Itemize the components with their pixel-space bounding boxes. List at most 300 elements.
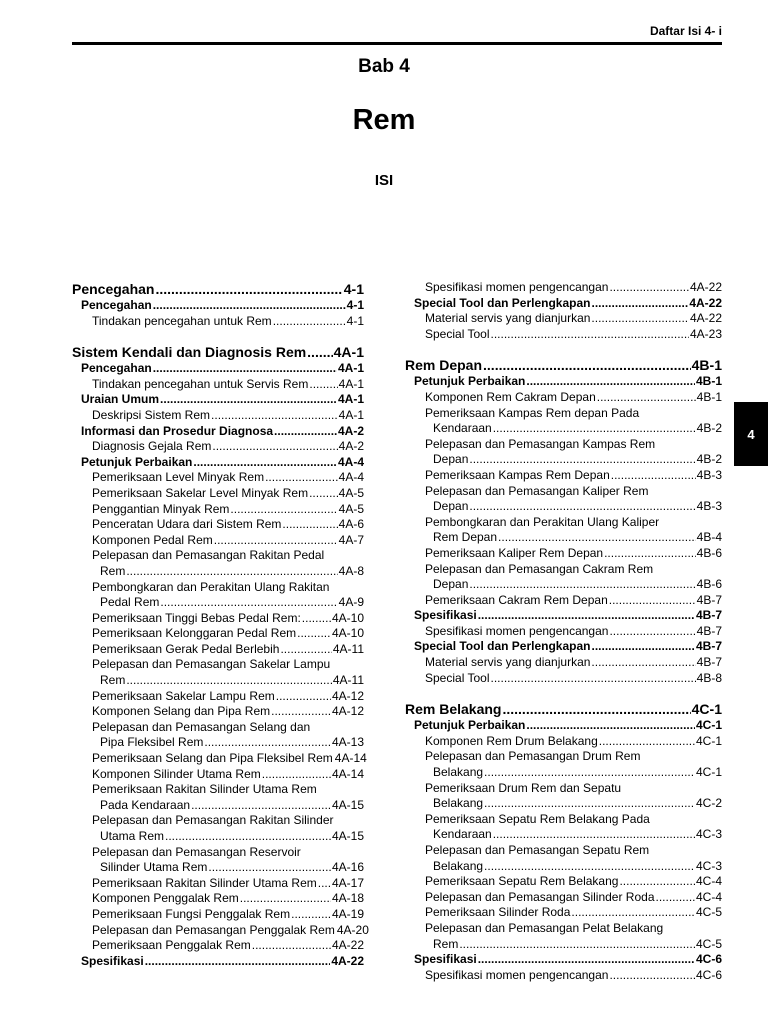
toc-page-number: 4B-7: [696, 655, 722, 670]
toc-entry[interactable]: [405, 827, 722, 843]
toc-entry-title: Rem Depan: [433, 530, 498, 545]
toc-page-number: 4B-6: [696, 577, 722, 592]
toc-entry-line: Pembongkaran dan Perakitan Ulang Kaliper: [425, 514, 660, 529]
toc-entry-title: Komponen Rem Drum Belakang: [425, 733, 598, 748]
toc-entry[interactable]: [405, 311, 722, 327]
toc-entry-title: Pemeriksaan Selang dan Pipa Fleksibel Rem: [92, 751, 333, 766]
leader-dots: [276, 689, 331, 705]
toc-entry-title: Tindakan pencegahan untuk Servis Rem: [92, 376, 309, 391]
leader-dots: [265, 470, 338, 486]
toc-page-number: 4A-6: [338, 517, 364, 532]
toc-page-number: 4C-1: [691, 701, 722, 718]
toc-entry[interactable]: [72, 517, 364, 533]
toc-entry[interactable]: [72, 377, 364, 393]
toc-page-number: 4-1: [346, 298, 364, 312]
toc-page-number: 4A-11: [332, 673, 364, 688]
toc-section-entry[interactable]: [405, 296, 722, 312]
leader-dots: [252, 938, 331, 954]
chapter-label: Bab 4: [358, 56, 410, 77]
leader-dots: [280, 642, 331, 658]
toc-page-number: 4B-4: [696, 530, 722, 545]
toc-page-number: 4A-22: [689, 295, 722, 310]
toc-entry-title: Komponen Pedal Rem: [92, 532, 213, 547]
toc-entry[interactable]: [72, 533, 364, 549]
toc-entry-title: Belakang: [433, 765, 484, 780]
toc-entry-title: Petunjuk Perbaikan: [414, 374, 526, 389]
toc-entry[interactable]: [405, 937, 722, 953]
header-rule: [72, 42, 722, 45]
toc-entry-title: Depan: [433, 577, 469, 592]
toc-entry-line: Pelepasan dan Pemasangan Reservoir: [92, 844, 301, 859]
toc-entry-line: Pemeriksaan Rakitan Silinder Utama Rem: [92, 782, 317, 797]
toc-entry-title: Pemeriksaan Sakelar Level Minyak Rem: [92, 485, 309, 500]
toc-left-column: [72, 280, 369, 969]
toc-entry-line: Pemeriksaan Drum Rem dan Sepatu: [425, 780, 622, 795]
toc-page-number: 4B-6: [696, 545, 722, 560]
toc-entry-title: Rem Depan: [405, 357, 483, 374]
leader-dots: [469, 577, 695, 593]
leader-dots: [498, 530, 696, 546]
leader-dots: [126, 673, 332, 689]
toc-page-number: 4A-4: [337, 454, 364, 469]
toc-section-entry[interactable]: [405, 608, 722, 624]
toc-page-number: 4-1: [343, 281, 364, 297]
running-header: Daftar Isi 4- i: [649, 24, 722, 38]
toc-page-number: 4A-22: [689, 311, 722, 326]
toc-entry[interactable]: [72, 922, 369, 939]
toc-entry[interactable]: [405, 530, 722, 546]
toc-spacer: [72, 329, 364, 343]
toc-entry[interactable]: [72, 470, 364, 486]
toc-page-number: 4C-5: [695, 905, 722, 920]
toc-entry-title: Rem: [100, 563, 126, 578]
leader-dots: [273, 314, 346, 330]
toc-page-number: 4A-1: [338, 376, 364, 391]
toc-entry[interactable]: [72, 767, 364, 783]
toc-entry-title: Pemeriksaan Penggalak Rem: [92, 938, 251, 953]
toc-page-number: 4C-4: [695, 889, 722, 904]
toc-page-number: 4A-9: [338, 595, 364, 610]
toc-page-number: 4A-13: [331, 735, 364, 750]
toc-entry[interactable]: [72, 860, 364, 876]
toc-entry[interactable]: [405, 796, 722, 812]
leader-dots: [191, 798, 331, 814]
toc-entry[interactable]: [405, 671, 722, 687]
leader-dots: [126, 564, 337, 580]
toc-entry-title: Sistem Kendali dan Diagnosis Rem: [72, 344, 307, 361]
toc-page-number: 4A-12: [331, 688, 364, 703]
toc-entry[interactable]: [72, 907, 364, 923]
toc-page-number: 4C-1: [695, 733, 722, 748]
toc-entry-title: Kendaraan: [433, 421, 492, 436]
toc-entry[interactable]: [405, 765, 722, 781]
leader-dots: [526, 718, 695, 734]
toc-page-number: 4A-18: [331, 891, 364, 906]
toc-page-number: 4C-3: [695, 858, 722, 873]
toc-entry-title: Pelepasan dan Pemasangan Silinder Roda: [425, 889, 655, 904]
leader-dots: [309, 486, 338, 502]
toc-entry-title: Utama Rem: [100, 829, 165, 843]
toc-page-number: 4A-2: [337, 423, 364, 438]
toc-page-number: 4-1: [346, 313, 364, 328]
toc-entry-line: Pelepasan dan Pemasangan Drum Rem: [425, 749, 641, 764]
toc-entry-line: Pembongkaran dan Perakitan Ulang Rakitan: [92, 579, 330, 594]
toc-page-number: 4A-15: [331, 829, 364, 843]
toc-page-number: 4A-1: [337, 392, 364, 407]
toc-entry[interactable]: [405, 905, 722, 921]
leader-dots: [484, 859, 695, 875]
toc-entry[interactable]: [72, 891, 364, 907]
leader-dots: [656, 890, 695, 906]
toc-chapter-entry[interactable]: [405, 700, 722, 718]
toc-entry[interactable]: [405, 280, 722, 296]
toc-page-number: 4A-1: [333, 344, 364, 361]
toc-entry[interactable]: [405, 546, 722, 562]
toc-entry[interactable]: [72, 611, 364, 627]
leader-dots: [160, 392, 337, 408]
leader-dots: [469, 499, 695, 515]
toc-entry-line: Pemeriksaan Sepatu Rem Belakang Pada: [425, 811, 650, 826]
leader-dots: [271, 704, 331, 720]
toc-chapter-entry[interactable]: [405, 356, 722, 374]
leader-dots: [599, 734, 695, 750]
toc-section-entry[interactable]: [72, 298, 364, 314]
leader-dots: [459, 937, 695, 953]
toc-entry-title: Silinder Utama Rem: [100, 860, 208, 875]
toc-entry-title: Tindakan pencegahan untuk Rem: [92, 313, 272, 328]
leader-dots: [145, 954, 331, 970]
toc-page-number: 4C-6: [695, 952, 722, 967]
leader-dots: [469, 452, 695, 468]
toc-entry[interactable]: [405, 390, 722, 406]
toc-page-number: 4C-6: [695, 967, 722, 982]
toc-page-number: 4B-3: [696, 499, 722, 514]
leader-dots: [483, 356, 691, 374]
toc-page-number: 4A-1: [338, 407, 364, 422]
toc-entry-title: Pipa Fleksibel Rem: [100, 735, 204, 750]
toc-entry-line: Pelepasan dan Pemasangan Rakitan Silinder: [92, 813, 334, 828]
toc-entry[interactable]: [405, 624, 722, 640]
leader-dots: [153, 298, 346, 314]
leader-dots: [491, 327, 689, 343]
leader-dots: [297, 626, 331, 642]
toc-entry[interactable]: [72, 502, 364, 518]
toc-entry-title: Komponen Silinder Utama Rem: [92, 766, 261, 781]
toc-entry-title: Pemeriksaan Sepatu Rem Belakang: [425, 874, 619, 889]
toc-entry-title: Spesifikasi momen pengencangan: [425, 623, 609, 638]
toc-entry-title: Informasi dan Prosedur Diagnosa: [81, 423, 274, 438]
leader-dots: [211, 408, 338, 424]
leader-dots: [193, 455, 337, 471]
toc-page-number: 4B-7: [696, 623, 722, 638]
toc-page-number: 4B-2: [696, 452, 722, 467]
toc-page-number: 4A-4: [338, 470, 364, 485]
toc-section-entry[interactable]: [405, 718, 722, 734]
leader-dots: [493, 421, 696, 437]
toc-entry-line: Pelepasan dan Pemasangan Kaliper Rem: [425, 483, 649, 498]
toc-entry[interactable]: [72, 798, 364, 814]
toc-entry-title: Spesifikasi: [414, 608, 477, 623]
toc-right-column: [405, 280, 722, 983]
toc-page-number: 4A-23: [689, 326, 722, 341]
toc-entry-title: Pemeriksaan Silinder Roda: [425, 905, 571, 920]
toc-section-entry[interactable]: [72, 954, 364, 970]
toc-entry-title: Depan: [433, 452, 469, 467]
toc-section-entry[interactable]: [405, 639, 722, 655]
leader-dots: [307, 343, 332, 361]
toc-entry[interactable]: [72, 735, 364, 751]
leader-dots: [493, 827, 695, 843]
toc-page-number: 4A-14: [331, 766, 364, 781]
toc-entry-title: Pemeriksaan Cakram Rem Depan: [425, 592, 608, 607]
leader-dots: [204, 735, 331, 751]
leader-dots: [484, 765, 695, 781]
toc-entry-line: Pelepasan dan Pemasangan Selang dan: [92, 719, 311, 734]
toc-entry[interactable]: [405, 327, 722, 343]
toc-entry[interactable]: [72, 314, 364, 330]
toc-entry-title: Pemeriksaan Kampas Rem Depan: [425, 467, 610, 482]
toc-entry-title: Rem: [433, 936, 459, 951]
leader-dots: [165, 829, 331, 845]
toc-entry-line: Pemeriksaan Kampas Rem depan Pada: [425, 405, 640, 420]
toc-entry-title: Belakang: [433, 796, 484, 811]
toc-page-number: 4B-1: [696, 389, 722, 404]
toc-section-entry[interactable]: [72, 392, 364, 408]
leader-dots: [609, 624, 695, 640]
toc-entry[interactable]: [405, 593, 722, 609]
toc-page-number: 4A-10: [331, 610, 364, 625]
toc-entry[interactable]: [405, 890, 722, 906]
toc-entry-title: Deskripsi Sistem Rem: [92, 407, 211, 422]
leader-dots: [619, 874, 695, 890]
toc-page-number: 4A-1: [337, 361, 364, 376]
toc-entry-title: Spesifikasi: [81, 953, 144, 968]
toc-entry-title: Depan: [433, 499, 469, 514]
toc-entry[interactable]: [405, 577, 722, 593]
toc-entry[interactable]: [72, 595, 364, 611]
toc-entry[interactable]: [72, 938, 364, 954]
toc-entry[interactable]: [405, 968, 722, 984]
toc-chapter-entry[interactable]: [72, 343, 364, 361]
toc-entry[interactable]: [72, 408, 364, 424]
toc-entry-title: Material servis yang dianjurkan: [425, 311, 591, 326]
toc-entry-title: Pemeriksaan Kelonggaran Pedal Rem: [92, 626, 297, 641]
toc-section-entry[interactable]: [72, 361, 364, 377]
leader-dots: [155, 280, 342, 298]
leader-dots: [282, 517, 337, 533]
leader-dots: [274, 424, 337, 440]
toc-entry-title: Pelepasan dan Pemasangan Penggalak Rem: [92, 922, 335, 937]
toc-page-number: 4C-4: [695, 874, 722, 889]
leader-dots: [214, 533, 338, 549]
toc-page-number: 4A-10: [331, 626, 364, 641]
toc-entry-title: Pada Kendaraan: [100, 797, 191, 812]
toc-entry-title: Spesifikasi: [414, 952, 477, 967]
toc-entry-title: Material servis yang dianjurkan: [425, 655, 591, 670]
toc-entry-title: Special Tool dan Perlengkapan: [414, 295, 591, 310]
toc-entry-title: Pemeriksaan Kaliper Rem Depan: [425, 545, 604, 560]
leader-dots: [591, 655, 695, 671]
toc-entry-title: Special Tool: [425, 670, 490, 685]
toc-entry-title: Spesifikasi momen pengencangan: [425, 967, 609, 982]
toc-entry-title: Pedal Rem: [100, 595, 160, 610]
leader-dots: [262, 767, 331, 783]
leader-dots: [502, 700, 690, 718]
toc-entry-title: Pencegahan: [81, 361, 152, 376]
toc-entry[interactable]: [72, 486, 364, 502]
toc-entry-title: Pencegahan: [72, 281, 155, 297]
toc-page-number: 4A-5: [338, 485, 364, 500]
section-tab: 4: [734, 402, 768, 466]
toc-page-number: 4B-1: [691, 357, 722, 374]
leader-dots: [609, 968, 695, 984]
toc-entry[interactable]: [405, 452, 722, 468]
toc-entry[interactable]: [405, 468, 722, 484]
toc-page-number: 4C-3: [695, 827, 722, 842]
toc-entry-title: Pencegahan: [81, 298, 152, 312]
toc-entry[interactable]: [405, 734, 722, 750]
toc-section-entry[interactable]: [405, 374, 722, 390]
toc-page-number: 4B-7: [695, 639, 722, 654]
toc-entry-title: Uraian Umum: [81, 392, 160, 407]
toc-page-number: 4A-19: [331, 906, 364, 921]
toc-entry-title: Rem: [100, 673, 126, 688]
toc-entry-title: Petunjuk Perbaikan: [81, 454, 193, 469]
toc-entry-title: Diagnosis Gejala Rem: [92, 439, 212, 454]
toc-entry-title: Komponen Rem Cakram Depan: [425, 389, 596, 404]
leader-dots: [484, 796, 695, 812]
toc-page-number: 4B-3: [696, 467, 722, 482]
toc-entry-title: Special Tool: [425, 326, 490, 341]
toc-page-number: 4A-22: [331, 938, 364, 953]
toc-entry[interactable]: [72, 564, 364, 580]
leader-dots: [571, 905, 695, 921]
leader-dots: [478, 952, 695, 968]
leader-dots: [291, 907, 331, 923]
leader-dots: [591, 311, 689, 327]
chapter-title: Rem: [352, 104, 416, 136]
leader-dots: [153, 361, 337, 377]
toc-page-number: 4A-2: [338, 439, 364, 454]
leader-dots: [597, 390, 696, 406]
toc-spacer: [405, 686, 722, 700]
toc-entry[interactable]: [405, 421, 722, 437]
leader-dots: [604, 546, 696, 562]
toc-entry-line: Pelepasan dan Pemasangan Pelat Belakang: [425, 920, 664, 935]
toc-entry[interactable]: [72, 704, 364, 720]
toc-page-number: 4A-22: [689, 280, 722, 294]
toc-entry[interactable]: [405, 499, 722, 515]
leader-dots: [478, 608, 695, 624]
toc-entry[interactable]: [72, 673, 364, 689]
toc-page-number: 4B-1: [695, 374, 722, 389]
toc-entry-line: Pelepasan dan Pemasangan Kampas Rem: [425, 436, 656, 451]
toc-page-number: 4B-7: [696, 592, 722, 607]
toc-entry-title: Rem Belakang: [405, 701, 502, 718]
leader-dots: [212, 439, 337, 455]
toc-section-entry[interactable]: [405, 952, 722, 968]
toc-page-number: 4A-15: [331, 797, 364, 812]
toc-page-number: 4A-17: [331, 875, 364, 890]
toc-entry-line: Pelepasan dan Pemasangan Rakitan Pedal: [92, 548, 325, 563]
toc-page-number: 4A-16: [331, 860, 364, 875]
leader-dots: [609, 593, 696, 609]
toc-entry[interactable]: [72, 751, 367, 767]
toc-page-number: 4C-5: [695, 936, 722, 951]
toc-section-entry[interactable]: [72, 455, 364, 471]
leader-dots: [302, 611, 331, 627]
toc-entry[interactable]: [72, 642, 364, 658]
toc-page-number: 4A-11: [332, 641, 364, 656]
toc-page-number: 4A-22: [331, 953, 364, 968]
toc-entry-title: Penggantian Minyak Rem: [92, 501, 230, 516]
leader-dots: [611, 468, 696, 484]
leader-dots: [208, 860, 331, 876]
toc-entry-title: Pemeriksaan Gerak Pedal Berlebih: [92, 641, 280, 656]
leader-dots: [309, 377, 337, 393]
toc-section-entry[interactable]: [72, 424, 364, 440]
toc-page-number: 4A-12: [331, 704, 364, 719]
toc-entry-title: Special Tool dan Perlengkapan: [414, 639, 591, 654]
toc-entry-title: Pemeriksaan Sakelar Lampu Rem: [92, 688, 275, 703]
toc-entry-line: Pelepasan dan Pemasangan Cakram Rem: [425, 561, 654, 576]
leader-dots: [592, 639, 695, 655]
leader-dots: [592, 296, 689, 312]
toc-entry-title: Penceratan Udara dari Sistem Rem: [92, 517, 282, 532]
toc-page-number: 4B-7: [695, 608, 722, 623]
toc-entry-title: Komponen Selang dan Pipa Rem: [92, 704, 271, 719]
toc-entry-title: Pemeriksaan Level Minyak Rem: [92, 470, 265, 485]
toc-page-number: 4A-14: [334, 751, 367, 766]
toc-entry-title: Spesifikasi momen pengencangan: [425, 280, 609, 294]
toc-entry[interactable]: [72, 876, 364, 892]
toc-page-number: 4A-7: [338, 532, 364, 547]
toc-entry-line: Pelepasan dan Pemasangan Sepatu Rem: [425, 843, 650, 857]
toc-page-number: 4B-2: [696, 421, 722, 436]
toc-entry-line: Pelepasan dan Pemasangan Sakelar Lampu: [92, 657, 331, 672]
toc-entry[interactable]: [72, 829, 364, 845]
toc-entry-title: Pemeriksaan Tinggi Bebas Pedal Rem:: [92, 610, 301, 625]
toc-page-number: 4C-1: [695, 718, 722, 733]
toc-spacer: [405, 342, 722, 356]
toc-page-number: 4A-8: [338, 563, 364, 578]
leader-dots: [491, 671, 696, 687]
toc-entry-title: Kendaraan: [433, 827, 492, 842]
toc-chapter-entry[interactable]: [72, 280, 364, 298]
toc-page-number: 4A-5: [338, 501, 364, 516]
toc-entry[interactable]: [405, 859, 722, 875]
leader-dots: [526, 374, 695, 390]
toc-entry[interactable]: [72, 439, 364, 455]
toc-entry[interactable]: [405, 874, 722, 890]
toc-entry[interactable]: [405, 655, 722, 671]
toc-entry-title: Pemeriksaan Fungsi Penggalak Rem: [92, 906, 291, 921]
leader-dots: [160, 595, 337, 611]
toc-page-number: 4A-20: [336, 922, 369, 937]
toc-entry-title: Komponen Penggalak Rem: [92, 891, 239, 906]
leader-dots: [230, 502, 337, 518]
toc-page-number: 4C-1: [695, 765, 722, 780]
toc-entry[interactable]: [72, 689, 364, 705]
leader-dots: [240, 891, 331, 907]
toc-entry[interactable]: [72, 626, 364, 642]
toc-page-number: 4C-2: [695, 796, 722, 811]
contents-heading: ISI: [374, 172, 394, 189]
toc-page-number: 4B-8: [696, 670, 722, 685]
toc-entry-title: Pemeriksaan Rakitan Silinder Utama Rem: [92, 875, 317, 890]
toc-entry-title: Belakang: [433, 858, 484, 873]
leader-dots: [609, 280, 689, 296]
